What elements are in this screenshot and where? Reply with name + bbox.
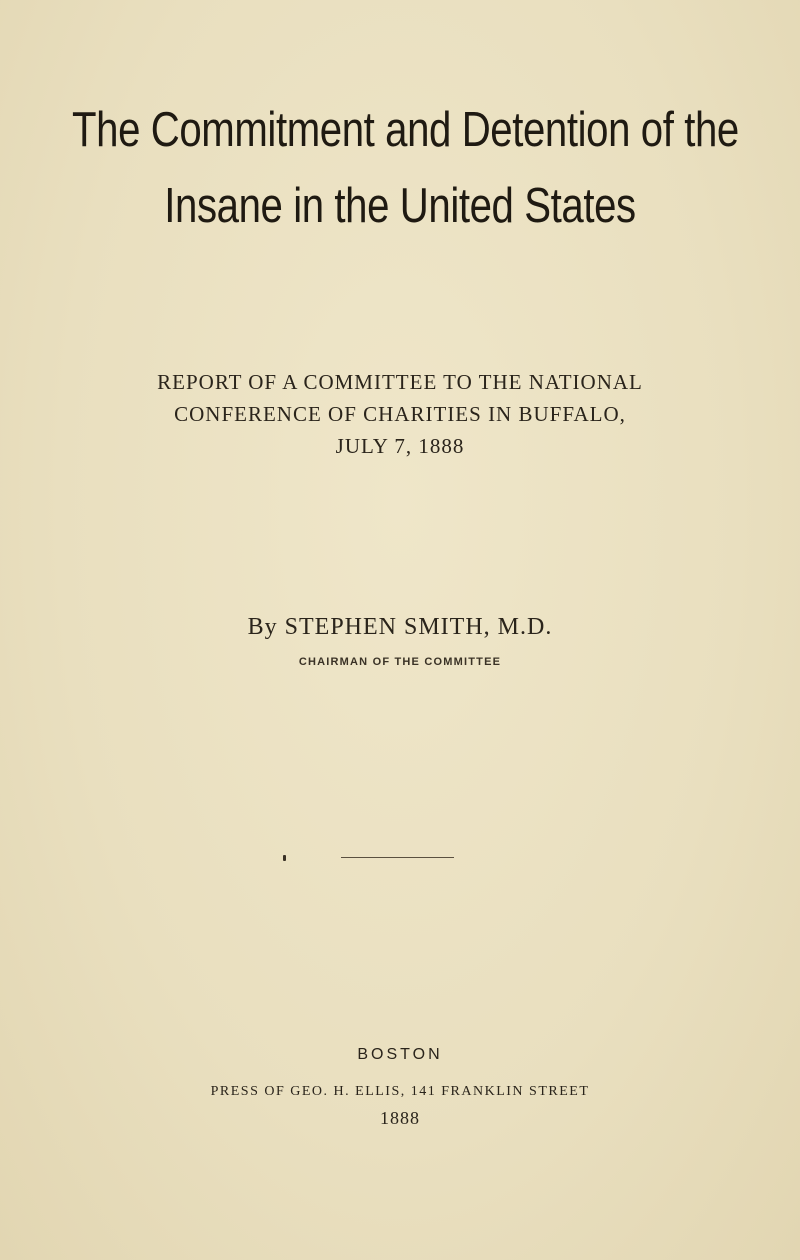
book-title-line-2: Insane in the United States	[164, 179, 636, 233]
report-description-line-2: CONFERENCE OF CHARITIES IN BUFFALO,	[174, 402, 626, 426]
author-role: CHAIRMAN OF THE COMMITTEE	[298, 656, 502, 668]
report-description	[0, 366, 800, 462]
report-date: JULY 7, 1888	[335, 434, 465, 458]
imprint-publisher: PRESS OF GEO. H. ELLIS, 141 FRANKLIN STREET	[210, 1084, 590, 1099]
author-name: STEPHEN SMITH, M.D.	[284, 614, 553, 640]
book-title-line-1: The Commitment and Detention of the	[72, 103, 739, 157]
author-prefix: By	[247, 614, 278, 640]
ink-speck	[283, 855, 286, 861]
imprint-year: 1888	[380, 1108, 420, 1128]
report-description-line-1: REPORT OF A COMMITTEE TO THE NATIONAL	[157, 370, 643, 394]
author-line	[0, 614, 800, 641]
imprint-city: BOSTON	[357, 1046, 443, 1063]
divider-rule	[341, 857, 454, 858]
book-title	[72, 92, 739, 244]
